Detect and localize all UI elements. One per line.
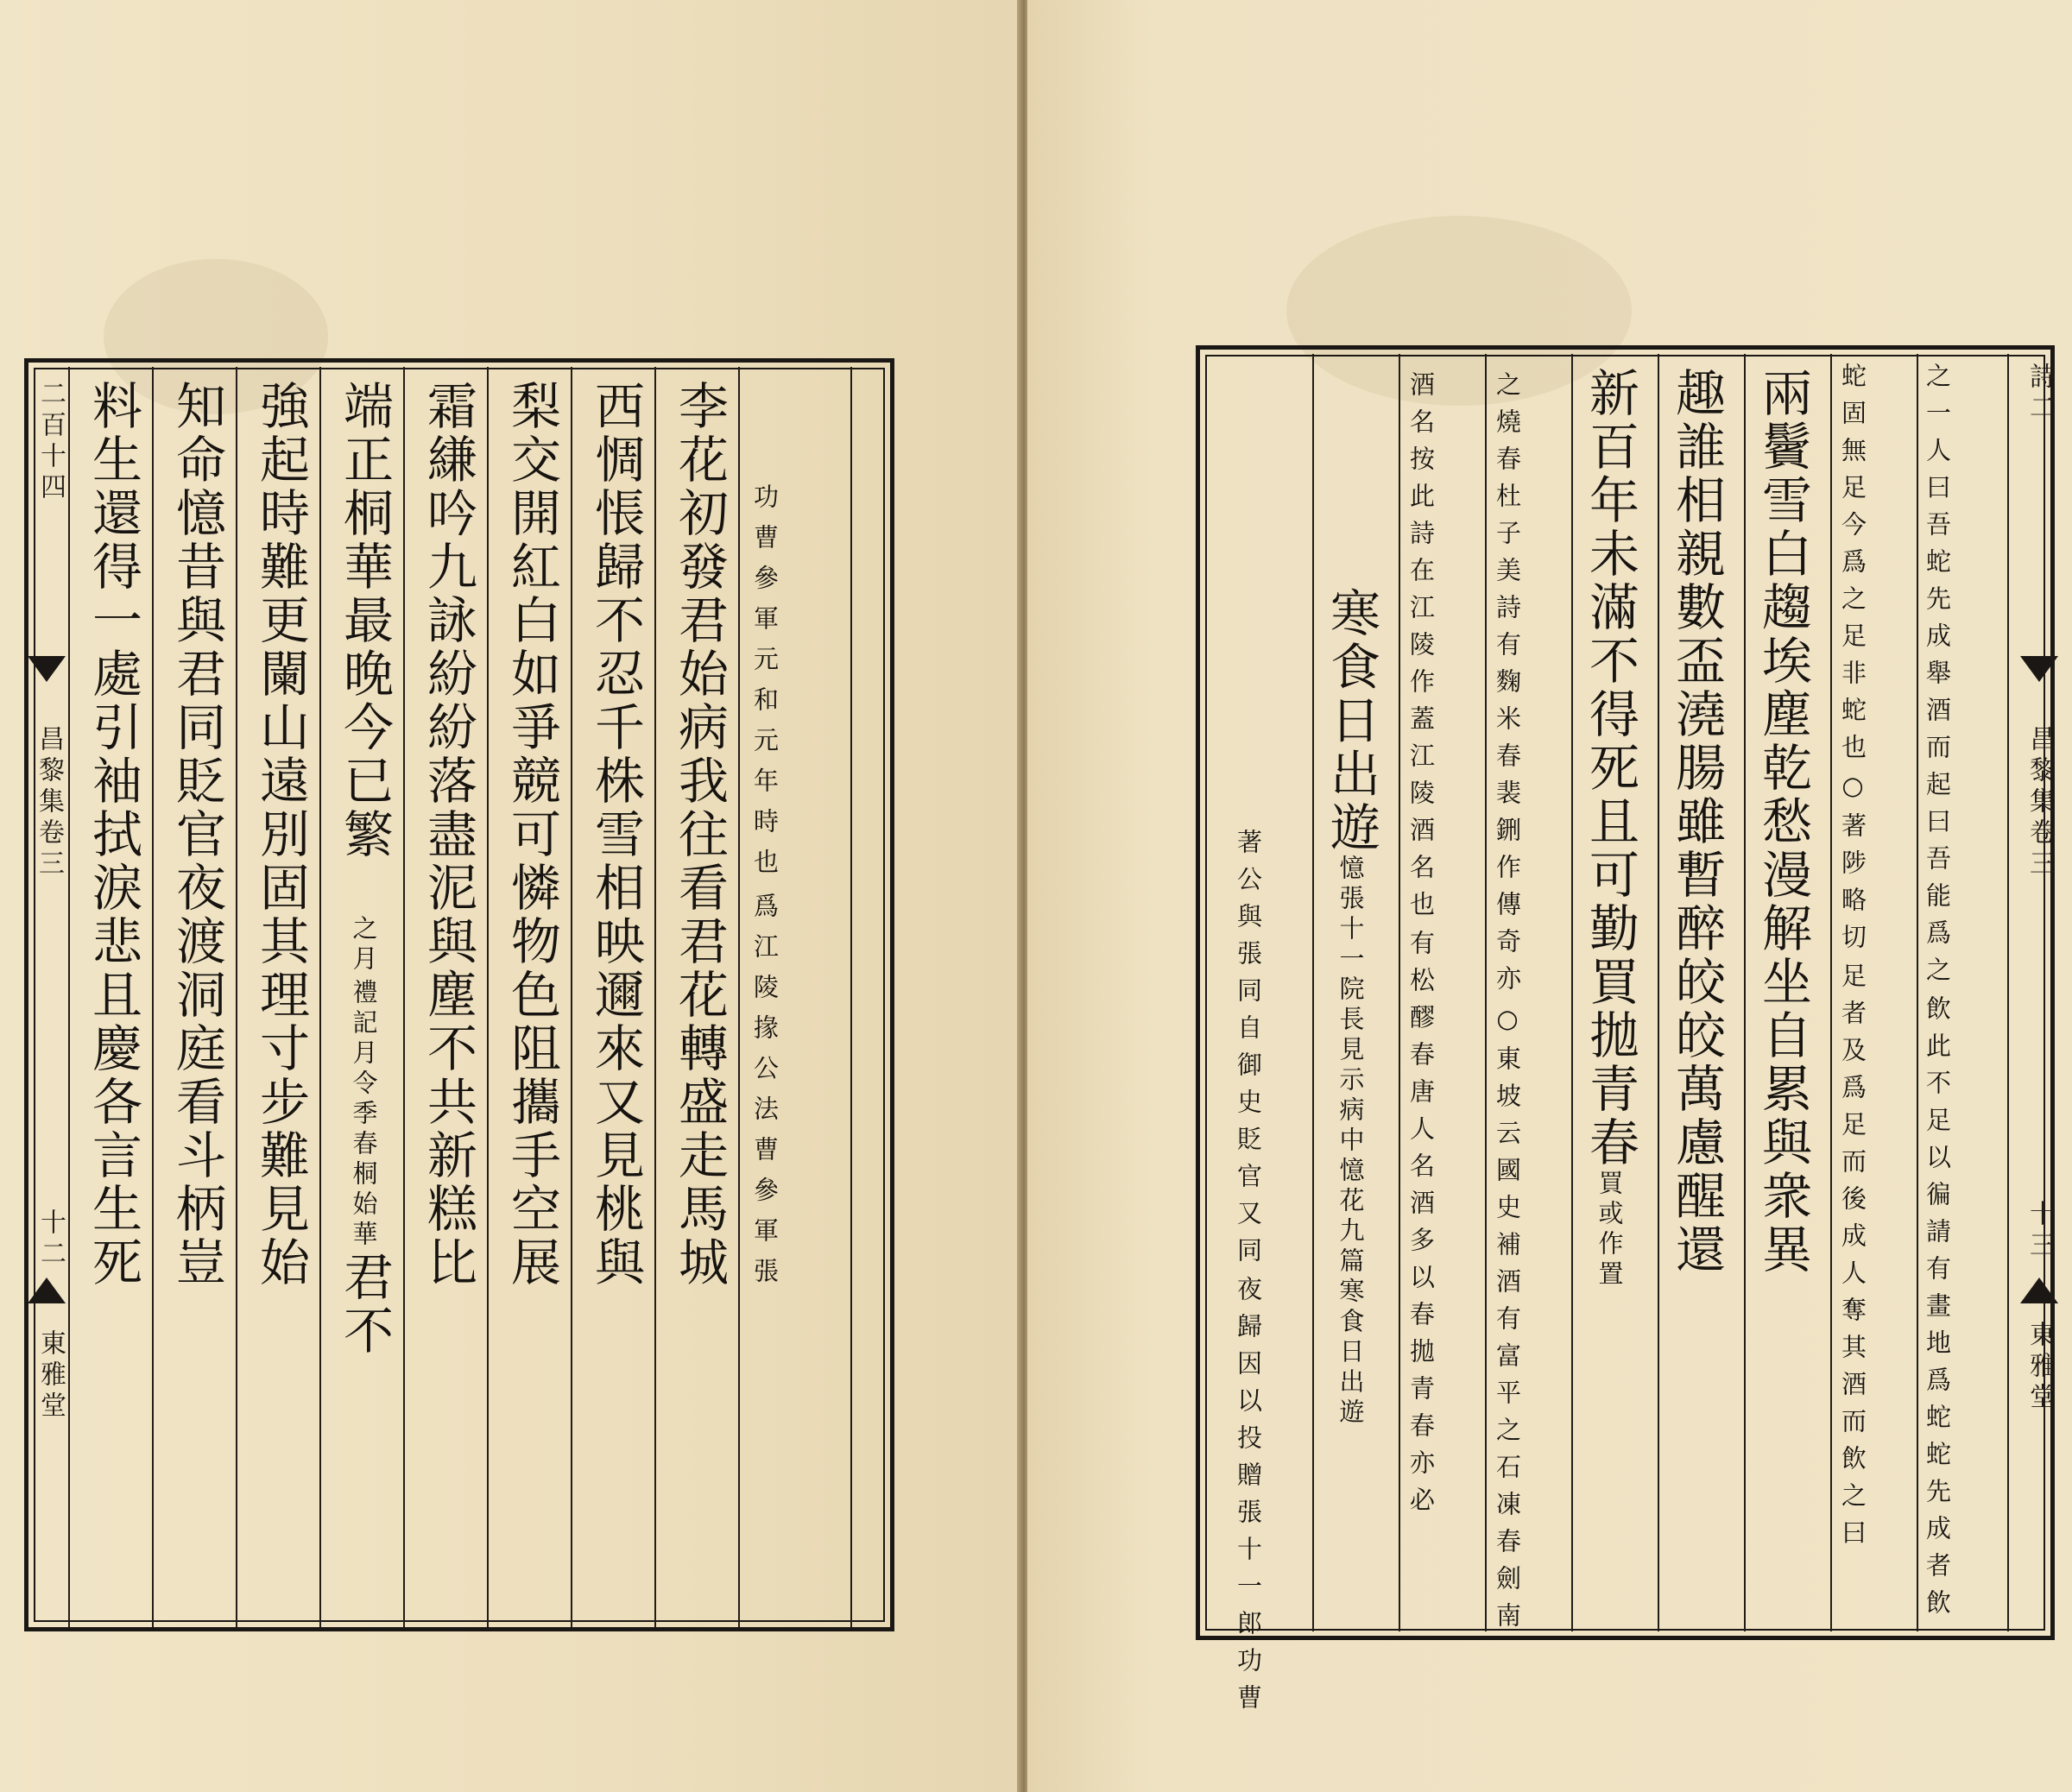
text-column-6: 強起時難更闌山遠別固其理寸步難見始 xyxy=(251,380,310,1290)
column-rule xyxy=(1312,354,1314,1631)
left-page xyxy=(0,0,1020,1792)
right-leaf-number: 十三 xyxy=(2025,1200,2055,1262)
column-5-main: 端正桐華最晚今已繁 xyxy=(335,380,394,861)
heading-note xyxy=(751,483,779,1298)
right-fishtail-upper xyxy=(2020,656,2058,682)
note-5c: 有松醪春唐人名酒多以春拋青春亦必 xyxy=(1406,930,1436,1524)
note-1c: 足者及爲足而後成人奪其酒而飲之曰 xyxy=(1838,962,1867,1556)
right-fishtail-lower xyxy=(2020,1278,2058,1303)
note-8b: 著公與張同自御史貶官又同 xyxy=(1234,829,1263,1274)
column-rule xyxy=(1744,354,1746,1631)
column-rule xyxy=(1485,354,1487,1631)
right-label: 詩二 xyxy=(2025,363,2055,425)
right-page xyxy=(1027,0,2072,1792)
column-7-title: 寒食日出遊 xyxy=(1322,587,1380,855)
column-4-main: 新百年未滿不得死且可勤買拋青春 xyxy=(1581,367,1639,1170)
text-column-4 xyxy=(1580,367,1639,1290)
column-7-note: 憶張十一院長見示病中憶花九篇寒食日出遊 xyxy=(1336,855,1366,1429)
left-hall-name: 東雅堂 xyxy=(35,1329,66,1423)
note-column-2 xyxy=(1839,363,1867,1556)
heading-line-2: 功曹參軍元和元年時也 xyxy=(750,483,780,889)
note-column-5 xyxy=(1494,371,1521,1639)
text-column-5 xyxy=(334,380,394,1358)
note-column-1 xyxy=(1924,363,1951,1626)
column-rule xyxy=(738,367,740,1627)
text-column-1: 李花初發君始病我往看君花轉盛走馬城 xyxy=(670,380,729,1290)
note-5a: ○東坡云國史補酒有富平之石凍春劍南 xyxy=(1493,1004,1522,1639)
text-column-3: 趣誰相親數盃澆腸雖暫醉皎皎萬慮醒還 xyxy=(1667,367,1726,1277)
left-page-number: 二百十四 xyxy=(35,380,66,504)
text-column-3: 梨交開紅白如爭競可憐物色阻攜手空展 xyxy=(502,380,561,1290)
note-column-6 xyxy=(1407,371,1435,1524)
note-column-8 xyxy=(1235,829,1262,1721)
column-5-after: 君不 xyxy=(335,1251,394,1358)
note-1a: 飲此不足以徧請有畫地爲蛇蛇先成者飲 xyxy=(1923,995,1952,1626)
text-column-7 xyxy=(1321,587,1380,1429)
note-5d: 酒名按此詩在江陵作蓋江陵酒名也 xyxy=(1406,371,1436,928)
column-rule xyxy=(1399,354,1400,1631)
right-hall-name: 東雅堂 xyxy=(2025,1321,2055,1414)
column-rule xyxy=(850,367,852,1627)
column-rule xyxy=(152,367,154,1627)
note-5b: 之燒春杜子美詩有麴米春裴鉶作傳奇亦 xyxy=(1493,371,1522,1002)
column-5-note-tail: 之月 xyxy=(349,915,379,975)
text-column-8: 料生還得一處引袖拭淚悲且慶各言生死 xyxy=(84,380,142,1290)
column-rule xyxy=(236,367,237,1627)
text-column-2: 兩鬢雪白趨埃塵乾愁漫解坐自累與衆異 xyxy=(1753,367,1812,1277)
text-column-2: 西惆悵歸不忍千株雪相映邇來又見桃與 xyxy=(586,380,645,1290)
left-fishtail-upper xyxy=(28,656,66,682)
column-4-note: 買或作置 xyxy=(1595,1170,1625,1290)
column-rule xyxy=(68,367,70,1627)
right-book-title: 昌黎集卷三 xyxy=(2025,725,2055,880)
note-8a: 夜歸因以投贈張十一郎功曹 xyxy=(1234,1276,1263,1721)
note-1d: 蛇固無足今爲之足非蛇也○著陟略切 xyxy=(1838,363,1867,961)
column-rule xyxy=(571,367,572,1627)
column-rule xyxy=(403,367,405,1627)
column-rule xyxy=(319,367,321,1627)
column-rule xyxy=(654,367,656,1627)
left-leaf-number: 十二 xyxy=(35,1208,66,1271)
text-column-4: 霜縑吟九詠紛紛落盡泥與塵不共新糕比 xyxy=(419,380,477,1290)
text-column-7: 知命憶昔與君同貶官夜渡洞庭看斗柄豈 xyxy=(167,380,226,1290)
column-5-note: 禮記月令季春桐始華 xyxy=(349,979,379,1251)
heading-line-1: 爲江陵掾公法曹參軍張 xyxy=(750,893,780,1298)
column-rule xyxy=(1917,354,1918,1631)
left-book-title: 昌黎集卷三 xyxy=(34,725,64,880)
left-fishtail-lower xyxy=(28,1278,66,1303)
column-rule xyxy=(1658,354,1659,1631)
column-rule xyxy=(1830,354,1832,1631)
column-rule xyxy=(1571,354,1573,1631)
column-rule xyxy=(2007,354,2009,1631)
note-1b: 之一人曰吾蛇先成舉酒而起曰吾能爲之 xyxy=(1923,363,1952,994)
column-rule xyxy=(487,367,489,1627)
